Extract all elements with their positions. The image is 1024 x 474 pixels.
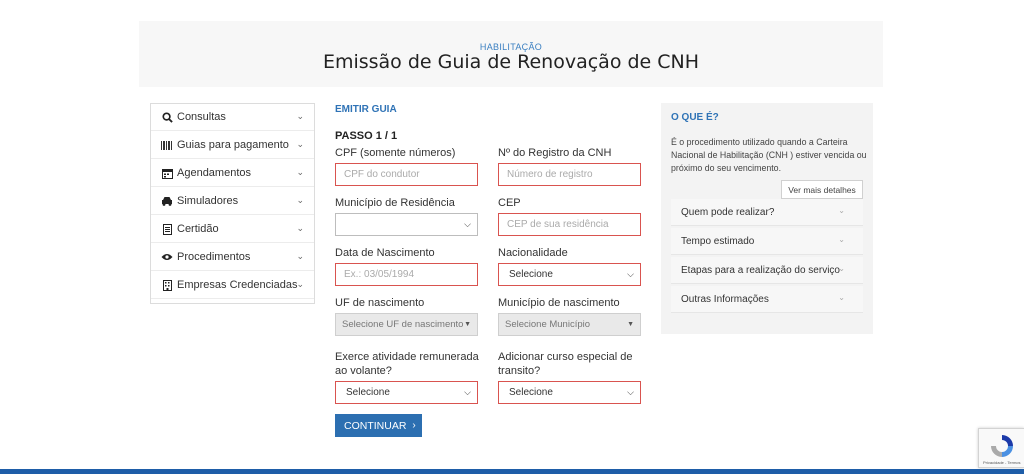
info-panel: [661, 103, 873, 334]
caret-down-icon: ▼: [464, 321, 471, 328]
sidebar-item-consultas[interactable]: [151, 104, 314, 131]
document-icon: [161, 223, 173, 235]
nascimento-label: Data de Nascimento: [335, 247, 435, 259]
sidebar-item-label: Agendamentos: [177, 167, 251, 179]
accordion-label: Quem pode realizar?: [681, 206, 775, 218]
registro-label: Nº do Registro da CNH: [498, 147, 612, 159]
sidebar-item-procedimentos[interactable]: [151, 244, 314, 271]
page-title: Emissão de Guia de Renovação de CNH: [322, 51, 700, 73]
accordion-label: Tempo estimado: [681, 235, 755, 247]
building-icon: [161, 279, 173, 291]
sidebar-item-label: Guias para pagamento: [177, 139, 289, 151]
chevron-down-icon: ⌄: [838, 235, 845, 244]
page-header: [139, 21, 883, 87]
nascimento-input[interactable]: [335, 263, 478, 286]
municipio-nascimento-label: Município de nascimento: [498, 297, 620, 309]
continuar-button[interactable]: [335, 414, 422, 437]
exerce-value: Selecione: [346, 387, 390, 398]
sidebar-item-guias[interactable]: [151, 132, 314, 159]
chevron-down-icon: ⌄: [296, 251, 304, 261]
sidebar-item-label: Consultas: [177, 111, 226, 123]
recaptcha-badge[interactable]: [978, 428, 1024, 468]
exerce-select[interactable]: [335, 381, 478, 404]
car-icon: [161, 195, 173, 207]
continuar-label: CONTINUAR: [344, 419, 407, 432]
municipio-nascimento-value: Selecione Município: [505, 319, 591, 330]
nacionalidade-select[interactable]: [498, 263, 641, 286]
uf-nascimento-label: UF de nascimento: [335, 297, 425, 309]
sidebar-item-empresas[interactable]: [151, 272, 314, 299]
chevron-down-icon: ⌄: [296, 139, 304, 149]
municipio-residencia-label: Município de Residência: [335, 197, 455, 209]
chevron-down-icon: ⌄: [296, 167, 304, 177]
cep-input[interactable]: [498, 213, 641, 236]
exerce-label-line1: Exerce atividade remunerada: [335, 351, 479, 363]
chevron-down-icon: ⌵: [627, 387, 634, 397]
ver-mais-button[interactable]: Ver mais detalhes: [781, 180, 863, 199]
recaptcha-footer: Privacidade - Termos: [983, 460, 1021, 465]
section-title: EMITIR GUIA: [335, 104, 397, 115]
emission-form: [335, 100, 645, 440]
recaptcha-icon: [989, 433, 1015, 459]
sidebar-item-certidao[interactable]: [151, 216, 314, 243]
municipio-nascimento-select[interactable]: [498, 313, 641, 336]
chevron-down-icon: ⌄: [296, 111, 304, 121]
sidebar-item-label: Simuladores: [177, 195, 239, 207]
curso-label-line2: transito?: [498, 365, 541, 377]
uf-nascimento-select[interactable]: [335, 313, 478, 336]
step-indicator: PASSO 1 / 1: [335, 130, 398, 142]
page-category: HABILITAÇÃO: [479, 42, 543, 52]
accordion-outras[interactable]: [671, 286, 863, 313]
accordion-label: Etapas para a realização do serviço: [681, 264, 840, 276]
chevron-right-icon: ›: [412, 420, 416, 431]
chevron-down-icon: ⌄: [296, 279, 304, 289]
curso-label: [498, 350, 633, 378]
accordion-label: Outras Informações: [681, 293, 769, 305]
chevron-down-icon: ⌄: [296, 195, 304, 205]
eye-icon: [161, 251, 173, 263]
chevron-down-icon: ⌄: [838, 264, 845, 273]
chevron-down-icon: ⌄: [838, 206, 845, 215]
accordion-etapas[interactable]: [671, 257, 863, 284]
sidebar-item-label: Certidão: [177, 223, 219, 235]
barcode-icon: [161, 139, 173, 151]
curso-label-line1: Adicionar curso especial de: [498, 351, 633, 363]
search-icon: [161, 111, 173, 123]
accordion-tempo[interactable]: [671, 228, 863, 255]
sidebar-item-agendamentos[interactable]: [151, 160, 314, 187]
accordion-quem-pode[interactable]: [671, 199, 863, 226]
footer-bar: [0, 469, 1024, 474]
curso-value: Selecione: [509, 387, 553, 398]
sidebar-menu: [150, 103, 315, 304]
chevron-down-icon: ⌵: [627, 269, 634, 279]
chevron-down-icon: ⌵: [464, 219, 471, 229]
nacionalidade-label: Nacionalidade: [498, 247, 568, 259]
nacionalidade-value: Selecione: [509, 269, 553, 280]
cep-label: CEP: [498, 197, 521, 209]
caret-down-icon: ▼: [627, 321, 634, 328]
cpf-label: CPF (somente números): [335, 147, 456, 159]
sidebar-item-label: Procedimentos: [177, 251, 251, 263]
chevron-down-icon: ⌵: [464, 387, 471, 397]
info-heading: O QUE É?: [671, 112, 719, 123]
calendar-icon: [161, 167, 173, 179]
info-description: É o procedimento utilizado quando a Carteira Nacional de Habilitação (CNH ) estiver vencida ou próximo do seu vencimento.: [671, 137, 867, 173]
exerce-label: [335, 350, 479, 378]
municipio-residencia-select[interactable]: [335, 213, 478, 236]
chevron-down-icon: ⌄: [296, 223, 304, 233]
registro-input[interactable]: [498, 163, 641, 186]
curso-select[interactable]: [498, 381, 641, 404]
sidebar-item-simuladores[interactable]: [151, 188, 314, 215]
sidebar-item-label: Empresas Credenciadas: [177, 279, 298, 291]
uf-nascimento-value: Selecione UF de nascimento: [342, 319, 464, 330]
chevron-down-icon: ⌄: [838, 293, 845, 302]
exerce-label-line2: ao volante?: [335, 365, 392, 377]
cpf-input[interactable]: [335, 163, 478, 186]
